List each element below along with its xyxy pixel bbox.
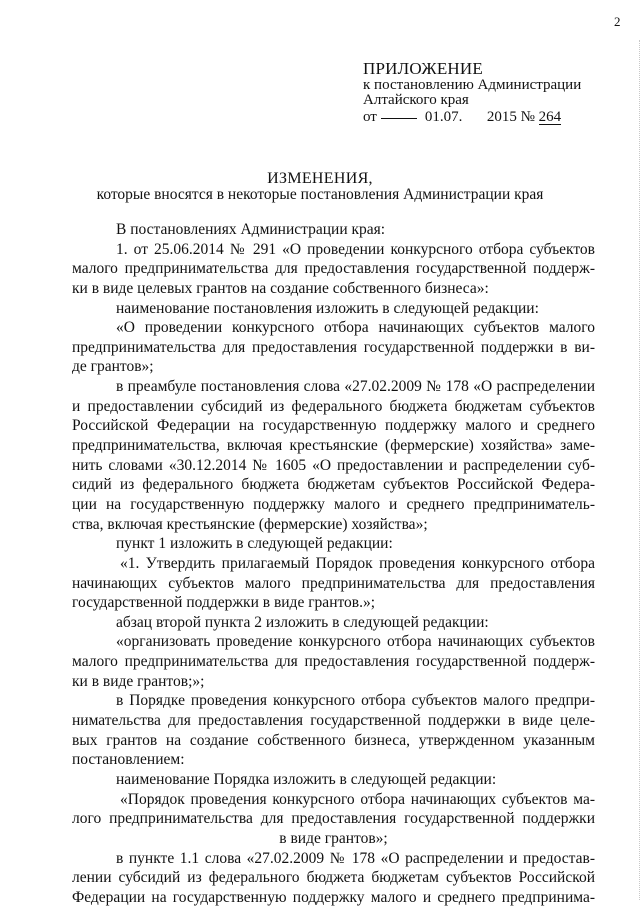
body-line: ции на государственную поддержку малого и среднего предприниматель-: [72, 495, 595, 513]
appendix-heading: ПРИЛОЖЕНИЕ: [363, 59, 483, 78]
body-line: Федерации на государственную поддержку малого и среднего предпринима-: [72, 888, 595, 906]
body-line: Российской Федерации на государственную поддержку малого и среднего: [72, 417, 595, 435]
date-blank: [381, 118, 417, 119]
body-line: предпринимательства для предоставления государственной поддержки в ви-: [72, 338, 595, 356]
body-line: «Порядок проведения конкурсного отбора начинающих субъектов ма-: [120, 790, 595, 808]
body-line: в пункте 1.1 слова «27.02.2009 № 178 «О распределении и предостав-: [116, 849, 595, 867]
body-line: ки в виде целевых грантов на создание собственного бизнеса»:: [72, 279, 489, 297]
body-line: постановлением:: [72, 751, 185, 769]
year-label: 2015 №: [486, 109, 535, 125]
body-line: нить словами «30.12.2014 № 1605 «О предоставлении и распределении суб-: [72, 456, 595, 474]
body-line: малого предпринимательства для предоставления государственной поддерж-: [72, 653, 595, 671]
body-line: в Порядке проведения конкурсного отбора субъектов малого предпри-: [116, 692, 595, 710]
body-line: начинающих субъектов малого предпринимательства для предоставления: [72, 574, 595, 592]
body-line: предпринимательства, включая крестьянские (фермерские) хозяйства» заме-: [72, 437, 595, 455]
body-line: В постановлениях Администрации края:: [116, 221, 386, 238]
body-line: государственной поддержки в виде грантов.»;: [72, 594, 376, 612]
body-line: ства, включая крестьянские (фермерские) хозяйства»;: [72, 515, 428, 533]
appendix-block: [363, 59, 623, 126]
body-line: наименование постановления изложить в следующей редакции:: [116, 299, 539, 317]
body-line: и предоставлении субсидий из федерального бюджета бюджетам субъектов: [72, 397, 595, 415]
resolution-date: 01.07.: [424, 109, 463, 125]
body-line: «О проведении конкурсного отбора начинающих субъектов малого: [116, 319, 595, 337]
appendix-line-2: Алтайского края: [363, 91, 469, 108]
resolution-number: 264: [538, 109, 562, 125]
body-line: «организовать проведение конкурсного отбора начинающих субъектов: [116, 633, 595, 651]
body-line: сидий из федерального бюджета бюджетам субъектов Российской Федера-: [72, 476, 595, 494]
body-line: абзац второй пункта 2 изложить в следующей редакции:: [116, 613, 489, 631]
body-line: ки в виде грантов;»;: [72, 672, 205, 690]
page-number: 2: [614, 14, 621, 29]
document-subtitle: которые вносятся в некоторые постановления Администрации края: [96, 186, 544, 203]
appendix-date-line: [363, 109, 623, 126]
from-label: от: [363, 109, 377, 125]
scan-margin-dots: [631, 40, 640, 900]
body-line: 1. от 25.06.2014 № 291 «О проведении конкурсного отбора субъектов: [116, 240, 595, 258]
body-line: в виде грантов»;: [279, 829, 388, 847]
body-line: лении субсидий из федерального бюджета бюджетам субъектов Российской: [72, 869, 595, 887]
body-line: наименование Порядка изложить в следующей редакции:: [116, 770, 497, 788]
body-line: в преамбуле постановления слова «27.02.2009 № 178 «О распределении: [116, 378, 595, 396]
appendix-line-1: к постановлению Администрации: [363, 77, 582, 93]
body-line: «1. Утвердить прилагаемый Порядок проведения конкурсного отбора: [120, 554, 595, 572]
body-line: малого предпринимательства для предоставления государственной поддерж-: [72, 260, 595, 278]
document-body: [72, 220, 595, 907]
document-title: ИЗМЕНЕНИЯ,: [267, 170, 373, 187]
body-line: де грантов»;: [72, 358, 154, 376]
body-line: нимательства для предоставления государственной поддержки в виде целе-: [72, 712, 595, 730]
body-line: вых грантов на создание собственного бизнеса, утвержденном указанным: [72, 731, 595, 749]
body-line: пункт 1 изложить в следующей редакции:: [116, 535, 393, 553]
body-line: лого предпринимательства для предоставления государственной поддержки: [72, 810, 595, 828]
